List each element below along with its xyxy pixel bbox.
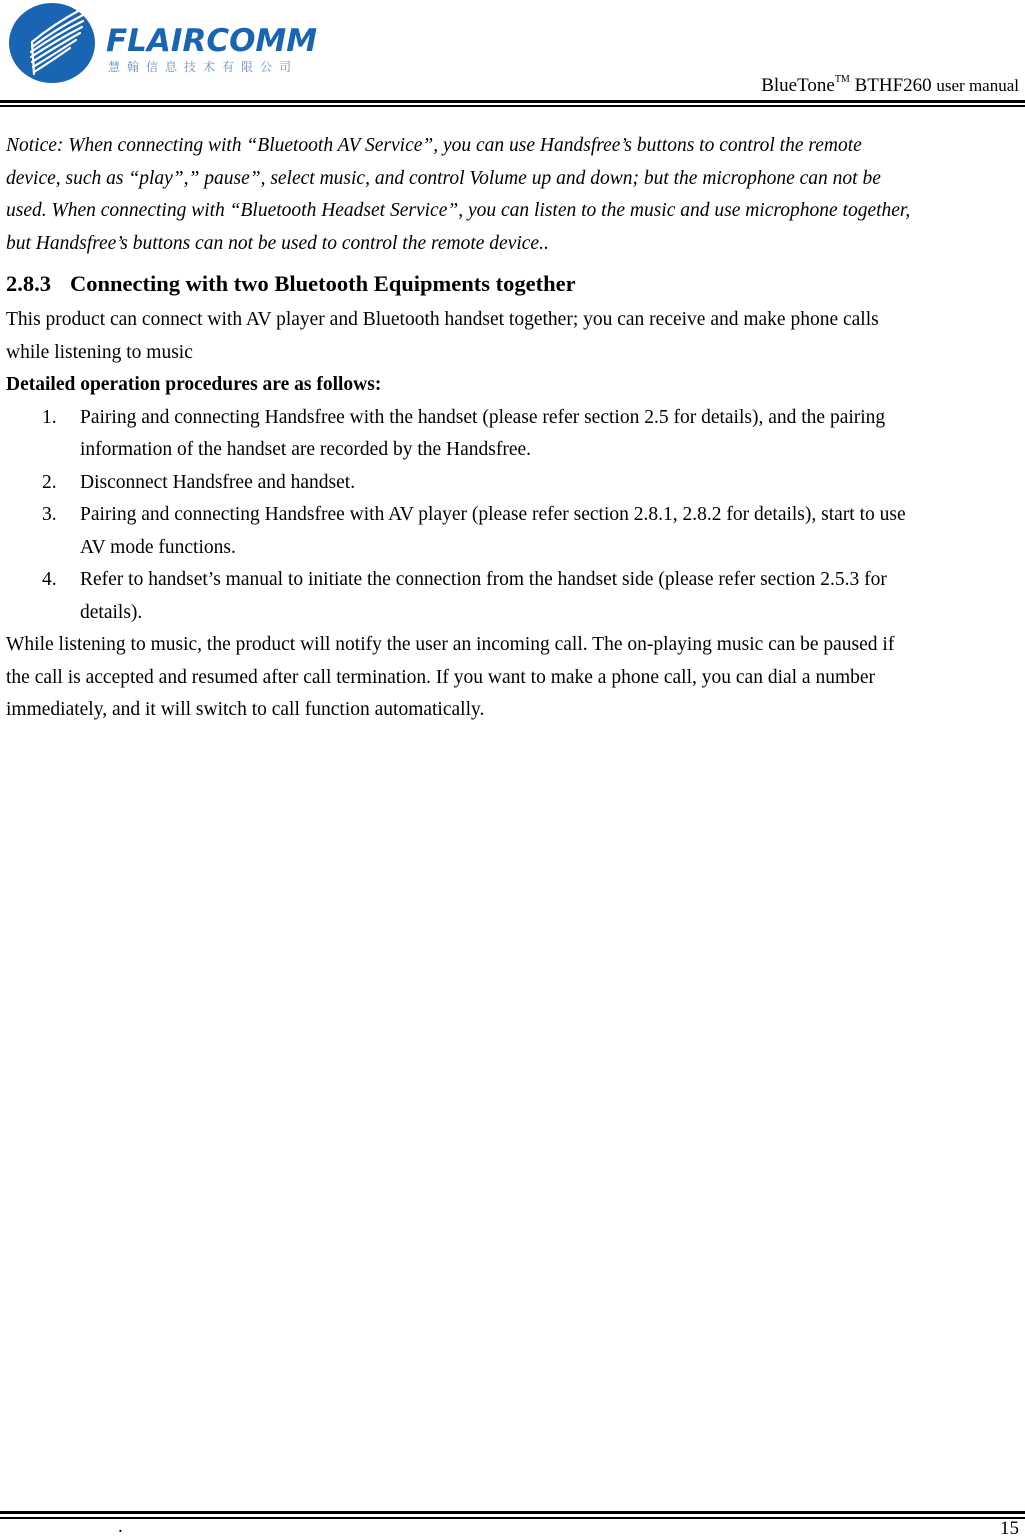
procedures-label: Detailed operation procedures are as follows: [6,374,382,395]
closing-line: While listening to music, the product will notify the user an incoming call. The on-playing music can be paused if [6,634,895,655]
list-line: Refer to handset’s manual to initiate the connection from the handset side (please refer section 2.5.3 for [80,569,887,590]
list-line: information of the handset are recorded by the Handsfree. [80,439,532,460]
list-line: details). [80,601,143,623]
section-title: Connecting with two Bluetooth Equipments together [70,271,576,296]
list-item [6,402,1025,467]
notice-line: used. When connecting with “Bluetooth Headset Service”, you can listen to the music and use microphone together, [6,200,911,221]
intro-line: while listening to music [6,341,193,363]
header-rule-thin [0,105,1025,107]
page-header [0,0,1025,110]
title-main: BlueTone [761,75,835,96]
closing-line: immediately, and it will switch to call function automatically. [6,699,485,720]
section-heading [6,270,1025,298]
document-title [761,68,1019,98]
page-number: 15 [1000,1518,1019,1539]
list-number: 4. [42,569,57,590]
list-item [6,564,1025,629]
list-line: AV mode functions. [80,536,236,558]
logo-chinese-name: 慧翰信息技术有限公司 [108,60,299,74]
list-item [6,499,1025,564]
footer-rule-thin [0,1517,1025,1519]
list-number: 2. [42,471,57,493]
list-line: Pairing and connecting Handsfree with the handset (please refer section 2.5 for details), and the pairing [80,406,886,428]
notice-line: Notice: When connecting with “Bluetooth AV Service”, you can use Handsfree’s buttons to control the remote [6,135,862,156]
notice-paragraph [6,130,1025,260]
footer-rule-thick [0,1511,1025,1514]
intro-paragraph [6,304,1025,402]
closing-line: the call is accepted and resumed after call termination. If you want to make a phone call, you can dial a number [6,666,876,688]
flaircomm-logo [8,2,318,84]
header-rule-thick [0,100,1025,103]
footer-dot: . [118,1516,123,1537]
procedure-list [6,402,1025,630]
list-line: Pairing and connecting Handsfree with AV player (please refer section 2.8.1, 2.8.2 for details), start to use [80,504,906,525]
list-number: 1. [42,406,57,428]
list-item [6,467,1025,500]
notice-line: but Handsfree’s buttons can not be used to control the remote device.. [6,232,549,254]
notice-line: device, such as “play”,” pause”, select music, and control Volume up and down; but the microphone can not be [6,167,881,189]
section-number: 2.8.3 [6,271,51,296]
intro-line: This product can connect with AV player and Bluetooth handset together; you can receive and make phone calls [6,309,879,330]
title-model: BTHF260 [854,75,932,96]
title-suffix: user manual [936,76,1019,95]
logo-brand-name: FLAIRCOMM [106,23,318,59]
trademark-mark: TM [834,74,850,85]
list-number: 3. [42,504,57,525]
closing-paragraph [6,629,1025,727]
logo-circle-icon [8,2,96,84]
page-content [6,130,1025,727]
list-line: Disconnect Handsfree and handset. [80,471,356,493]
